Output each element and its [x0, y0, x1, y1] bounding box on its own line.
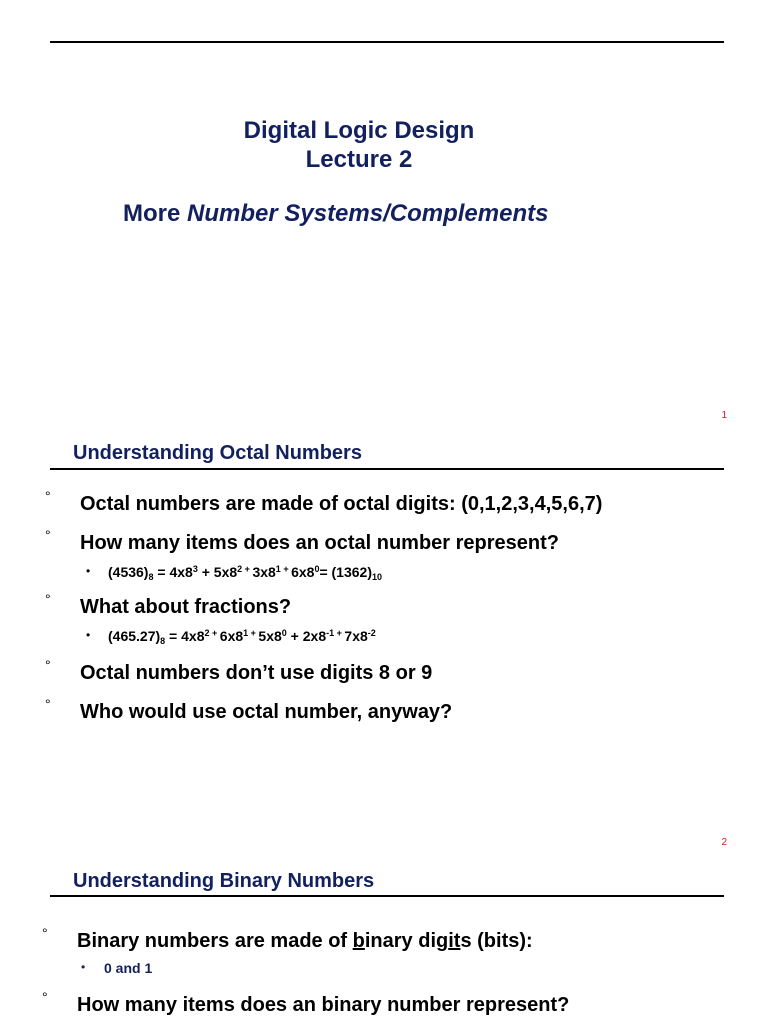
slide1-title-line2: Lecture 2	[305, 146, 413, 173]
slide1-top-rule	[50, 41, 724, 43]
slide2-title: Understanding Octal Numbers	[73, 442, 362, 464]
slide1-subtitle-prefix: More	[123, 200, 188, 227]
sub-text: 0 and 1	[104, 960, 153, 976]
example-fraction-text: $(465.27)_8 = 4x8^2$ + $6x8^1$ + $5x8^0 + 2x8^{-1}$ + $7x8^{-2}$	[108, 628, 376, 646]
bullet-marker: °	[42, 925, 48, 941]
bullet-text: Octal numbers don’t use digits 8 or 9	[80, 662, 433, 684]
slide2-title-rule	[50, 468, 724, 470]
bullet-marker: °	[45, 527, 51, 543]
slide2-example-integer	[0, 563, 768, 583]
bullet-text: Octal numbers are made of octal digits: (0,1,2,3,4,5,6,7)	[80, 493, 603, 515]
slide3-bullet-2	[0, 989, 768, 1022]
slide1-subtitle	[123, 199, 548, 229]
slide2-bullet-1	[0, 488, 768, 521]
bullet-text: How many items does an octal number represent?	[80, 532, 560, 554]
slide3-title: Understanding Binary Numbers	[73, 870, 375, 892]
slide2-bullet-3	[0, 591, 768, 624]
slide2-number: 2	[721, 837, 727, 848]
slide1-title-line1: Digital Logic Design	[243, 117, 475, 144]
bullet-marker: °	[42, 989, 48, 1005]
sub-bullet-marker: •	[86, 564, 91, 578]
slide1-subtitle-italic: Number Systems/Complements	[187, 200, 549, 227]
example-integer-text: $(4536)_8 = 4x8^3 + 5x8^2$ + $3x8^1$ + $6x8^0= (1362)_{10}$	[108, 564, 383, 582]
bullet-text: How many items does an binary number represent?	[77, 994, 570, 1016]
bullet-marker: °	[45, 488, 51, 504]
bullet-text: Who would use octal number, anyway?	[80, 701, 453, 723]
slide2-bullet-5	[0, 696, 768, 729]
slide3-title-rule	[50, 895, 724, 897]
bullet-text: Binary numbers are made of binary digits (bits):	[77, 930, 533, 952]
slide3-bullet-1	[0, 925, 768, 958]
sub-bullet-marker: •	[81, 960, 86, 974]
slide2-bullet-4	[0, 657, 768, 690]
slide3-sub-1	[0, 959, 768, 979]
bullet-marker: °	[45, 591, 51, 607]
slide1-number: 1	[721, 410, 727, 421]
slide2-example-fraction	[0, 627, 768, 647]
bullet-text: What about fractions?	[80, 596, 292, 618]
bullet-marker: °	[45, 696, 51, 712]
sub-bullet-marker: •	[86, 628, 91, 642]
slide2-bullet-2	[0, 527, 768, 560]
bullet-marker: °	[45, 657, 51, 673]
